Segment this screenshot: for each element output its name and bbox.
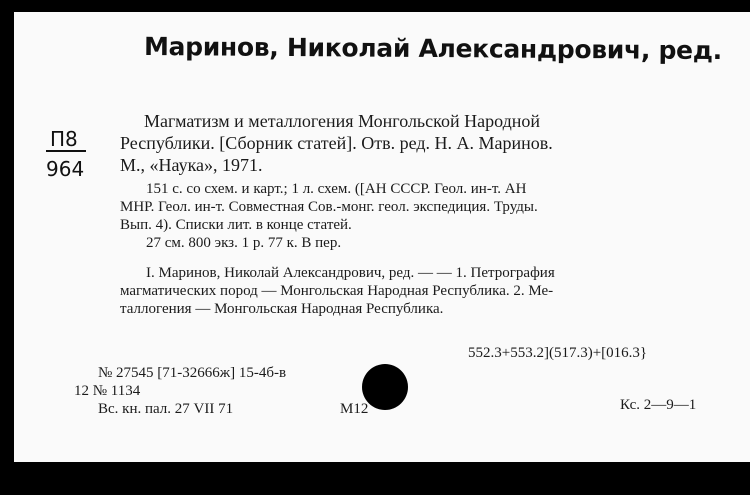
description-line-1: 151 с. со схем. и карт.; 1 л. схем. ([АН СССР. Геол. ин-т. АН (146, 181, 527, 197)
order-line-2: 12 № 1134 (74, 383, 141, 399)
tracing-line-2: магматических пород — Монгольская Народная Республика. 2. Ме- (120, 283, 554, 299)
order-line-1: № 27545 [71-32666ж] 15-4б-в (98, 365, 287, 381)
call-number-top: П8 (46, 128, 86, 152)
card-code: Кс. 2—9—1 (620, 397, 697, 413)
title-line-3: М., «Наука», 1971. (120, 155, 263, 175)
handwritten-heading: Маринов, Николай Александрович, ред. (143, 31, 722, 66)
description-line-4: 27 см. 800 экз. 1 р. 77 к. В пер. (146, 235, 342, 251)
tracing-line-1: I. Маринов, Николай Александрович, ред. — — 1. Петрография (146, 265, 555, 281)
print-code: М12 (340, 401, 369, 417)
tracing-line-3: таллогения — Монгольская Народная Республика. (120, 301, 444, 317)
call-number (46, 128, 86, 180)
classification-index: 552.3+553.2](517.3)+[016.3} (468, 345, 648, 361)
order-line-3: Вс. кн. пал. 27 VII 71 (98, 401, 234, 417)
call-number-bottom: 964 (46, 157, 85, 181)
title-line-1: Магматизм и металлогения Монгольской Народной (144, 111, 540, 131)
catalog-card (14, 12, 750, 462)
description-line-3: Вып. 4). Списки лит. в конце статей. (120, 217, 352, 233)
title-line-2: Республики. [Сборник статей]. Отв. ред. Н. А. Маринов. (120, 133, 553, 153)
punched-hole (362, 364, 408, 410)
description-line-2: МНР. Геол. ин-т. Совместная Сов.-монг. геол. экспедиция. Труды. (120, 199, 538, 215)
